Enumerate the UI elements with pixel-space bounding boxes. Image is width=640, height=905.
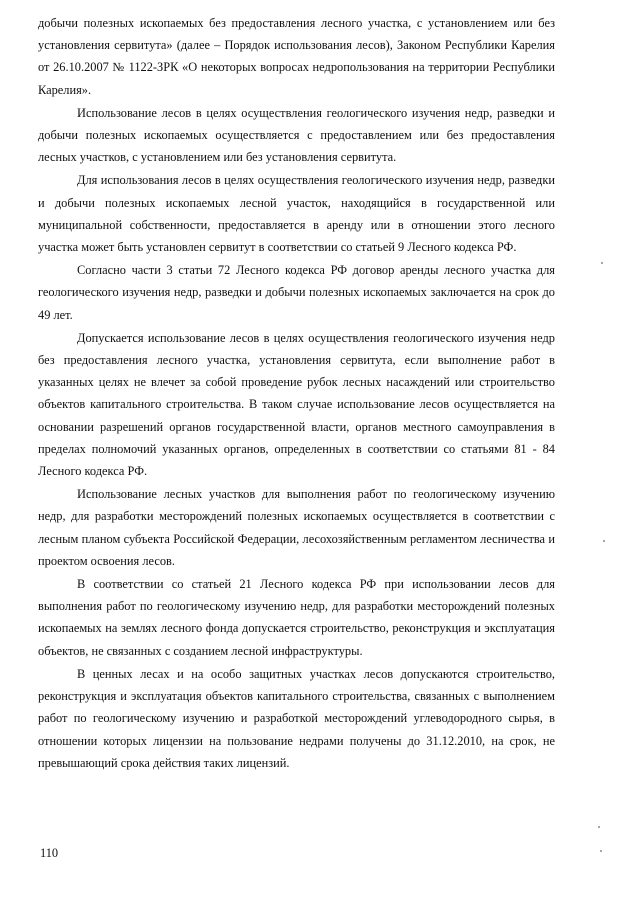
paragraph: Использование лесов в целях осуществления геологического изучения недр, разведки и добычи полезных ископаемых осуществляется с предоставлением или без предоставления лесных участков, с установлением или без установления сервитута. [38,105,555,165]
scan-speck [601,262,603,264]
paragraph: Использование лесных участков для выполнения работ по геологическому изучению недр, для разработки месторождений полезных ископаемых осуществляется в соответствии с лесным планом субъекта Российской Федерации, лесохозяйственным регламентом лесничества и проектом освоения лесов. [38,487,555,568]
paragraph: Для использования лесов в целях осуществления геологического изучения недр, разведки и добычи полезных ископаемых лесной участок, находящийся в государственной или муниципальной собственности, предоставляется в аренду или в отношении этого лесного участка может быть установлен сервитут в соответствии со статьей 9 Лесного кодекса РФ. [38,173,555,255]
page-body [38,12,555,774]
scan-speck [598,826,600,828]
paragraph: Согласно части 3 статьи 72 Лесного кодекса РФ договор аренды лесного участка для геологического изучения недр, разведки и добычи полезных ископаемых заключается на срок до 49 лет. [38,263,555,322]
paragraph: Допускается использование лесов в целях осуществления геологического изучения недр без предоставления лесного участка, установления сервитута, если выполнение работ в указанных целях не влечет за собой проведение рубок лесных насаждений или строительство объектов капитального строительства. В таком случае использование лесов осуществляется на основании разрешений органов государственной власти, органов местного самоуправления в пределах полномочий указанных органов, определенных в соответствии со статьями 81 - 84 Лесного кодекса РФ. [38,330,555,479]
scan-speck [603,540,605,542]
page-number: 110 [40,846,59,860]
paragraph: В соответствии со статьей 21 Лесного кодекса РФ при использовании лесов для выполнения работ по геологическому изучению недр, для разработки месторождений полезных ископаемых на землях лесного фонда допускается строительство, реконструкция и эксплуатация объектов, не связанных с созданием лесной инфраструктуры. [38,577,555,658]
paragraph-continuation: добычи полезных ископаемых без предоставления лесного участка, с установлением или без установления сервитута» (далее – Порядок использования лесов), Законом Республики Карелия от 26.10.2007 № 1122-ЗРК «О некоторых вопросах недропользования на территории Республики Карелия». [38,16,555,97]
paragraph: В ценных лесах и на особо защитных участках лесов допускаются строительство, реконструкция и эксплуатация объектов капитального строительства, связанных с выполнением работ по геологическому изучению и разработкой месторождений углеводородного сырья, в отношении которых лицензии на пользование недрами получены до 31.12.2010, на срок, не превышающий срока действия таких лицензий. [38,666,555,770]
scan-speck [600,850,602,852]
